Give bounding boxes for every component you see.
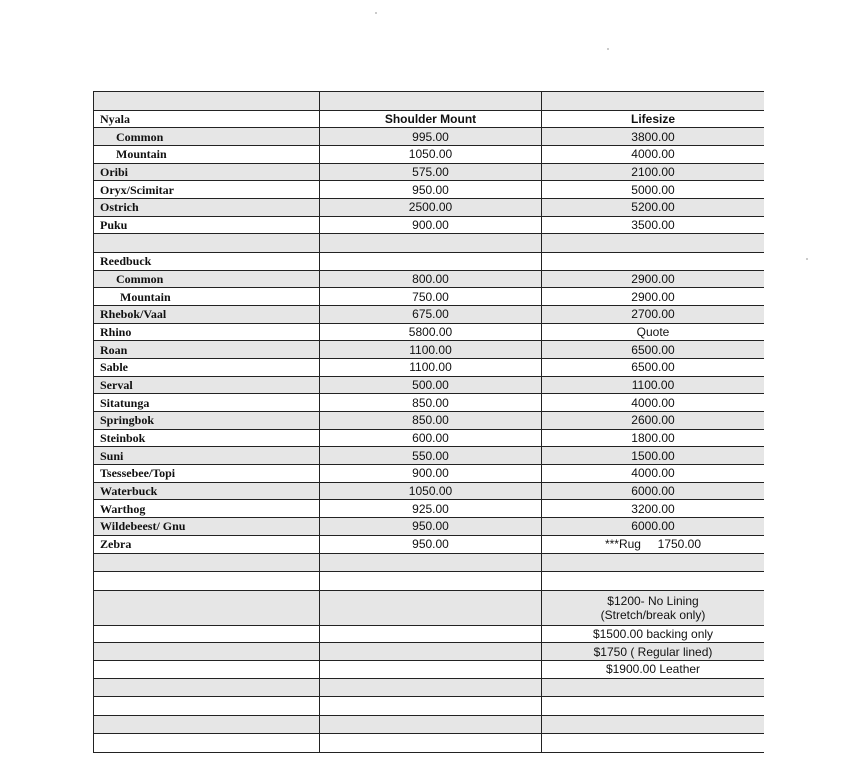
scan-speck: [375, 12, 377, 14]
animal-name: Wildebeest/ Gnu: [94, 518, 320, 536]
mount-price: 850.00: [320, 412, 542, 430]
table-row: [94, 323, 765, 341]
table-row: [94, 252, 765, 270]
animal-name: Roan: [94, 341, 320, 359]
mount-price: 950.00: [320, 518, 542, 536]
animal-name: Waterbuck: [94, 482, 320, 500]
mount-price: 1050.00: [320, 482, 542, 500]
animal-name: Sitatunga: [94, 394, 320, 412]
table-row: [94, 678, 765, 697]
table-row: [94, 500, 765, 518]
table-row: [94, 447, 765, 465]
table-row: [94, 163, 765, 181]
table-row: [94, 429, 765, 447]
table-row: [94, 553, 765, 572]
table-row: [94, 92, 765, 111]
animal-name: Rhino: [94, 323, 320, 341]
animal-name: Sable: [94, 358, 320, 376]
table-row: [94, 288, 765, 306]
animal-name: Suni: [94, 447, 320, 465]
table-row: [94, 715, 765, 734]
table-row: [94, 394, 765, 412]
lifesize-price: 6500.00: [542, 341, 765, 359]
lifesize-price: 4000.00: [542, 394, 765, 412]
mount-price: 925.00: [320, 500, 542, 518]
mount-price: 675.00: [320, 305, 542, 323]
lifesize-price: 1800.00: [542, 429, 765, 447]
mount-price: 900.00: [320, 465, 542, 483]
table-row: [94, 643, 765, 661]
lifesize-price: 2900.00: [542, 270, 765, 288]
lifesize-price: 2100.00: [542, 163, 765, 181]
lifesize-price: 3800.00: [542, 128, 765, 146]
lifesize-price: 4000.00: [542, 145, 765, 163]
mount-price: 575.00: [320, 163, 542, 181]
animal-name: Mountain: [94, 288, 320, 306]
mount-price: 850.00: [320, 394, 542, 412]
lifesize-price: 2700.00: [542, 305, 765, 323]
scan-speck: [607, 48, 609, 50]
table-row: [94, 110, 765, 128]
lifesize-price: ***Rug 1750.00: [542, 535, 765, 553]
lifesize-price: 6000.00: [542, 518, 765, 536]
table-row: [94, 625, 765, 643]
table-row: [94, 697, 765, 716]
table-row: [94, 590, 765, 625]
animal-name: Oribi: [94, 163, 320, 181]
lifesize-price: 2600.00: [542, 412, 765, 430]
animal-name: Common: [94, 128, 320, 146]
rug-note-backing: $1500.00 backing only: [542, 625, 765, 643]
column-header-lifesize: Lifesize: [542, 110, 765, 128]
lifesize-price: 5000.00: [542, 181, 765, 199]
lifesize-price: 6000.00: [542, 482, 765, 500]
mount-price: 1100.00: [320, 358, 542, 376]
price-sheet: [93, 91, 764, 777]
table-row: [94, 341, 765, 359]
animal-name: Zebra: [94, 535, 320, 553]
animal-name: Warthog: [94, 500, 320, 518]
mount-price: 550.00: [320, 447, 542, 465]
rug-note-line: $1200- No Lining: [607, 593, 699, 608]
mount-price: 950.00: [320, 535, 542, 553]
animal-name: Ostrich: [94, 198, 320, 216]
scan-speck: [806, 258, 808, 260]
table-row: [94, 660, 765, 678]
lifesize-price: 2900.00: [542, 288, 765, 306]
animal-name: Steinbok: [94, 429, 320, 447]
lifesize-price: 3500.00: [542, 216, 765, 234]
animal-name: Springbok: [94, 412, 320, 430]
table-row: [94, 734, 765, 753]
mount-price: 800.00: [320, 270, 542, 288]
animal-name: Puku: [94, 216, 320, 234]
mount-price: 2500.00: [320, 198, 542, 216]
table-row: [94, 412, 765, 430]
table-row: [94, 216, 765, 234]
table-row: [94, 128, 765, 146]
rug-note-leather: $1900.00 Leather: [542, 660, 765, 678]
mount-price: 750.00: [320, 288, 542, 306]
table-row: [94, 270, 765, 288]
lifesize-price: 3200.00: [542, 500, 765, 518]
table-row: [94, 305, 765, 323]
lifesize-price: Quote: [542, 323, 765, 341]
animal-name: Oryx/Scimitar: [94, 181, 320, 199]
table-row: [94, 518, 765, 536]
mount-price: 600.00: [320, 429, 542, 447]
table-row: [94, 572, 765, 591]
rug-note-regular: $1750 ( Regular lined): [542, 643, 765, 661]
table-row: [94, 358, 765, 376]
table-row: [94, 145, 765, 163]
rug-note-line: (Stretch/break only): [600, 607, 706, 622]
lifesize-price: 1100.00: [542, 376, 765, 394]
mount-price: 900.00: [320, 216, 542, 234]
animal-name: Nyala: [94, 110, 320, 128]
mount-price: 950.00: [320, 181, 542, 199]
table-row: [94, 482, 765, 500]
lifesize-price: 6500.00: [542, 358, 765, 376]
mount-price: 5800.00: [320, 323, 542, 341]
animal-name: Rhebok/Vaal: [94, 305, 320, 323]
table-row: [94, 465, 765, 483]
table-row: [94, 535, 765, 553]
table-row: [94, 181, 765, 199]
animal-name: Mountain: [94, 145, 320, 163]
table-row: [94, 234, 765, 253]
column-header-mount: Shoulder Mount: [320, 110, 542, 128]
mount-price: 1050.00: [320, 145, 542, 163]
lifesize-price: 4000.00: [542, 465, 765, 483]
animal-name: Serval: [94, 376, 320, 394]
price-table: [93, 91, 764, 753]
animal-name: Reedbuck: [94, 252, 320, 270]
mount-price: 1100.00: [320, 341, 542, 359]
table-row: [94, 376, 765, 394]
animal-name: Common: [94, 270, 320, 288]
rug-note-no-lining: [542, 590, 765, 625]
table-row: [94, 198, 765, 216]
animal-name: Tsessebee/Topi: [94, 465, 320, 483]
lifesize-price: 5200.00: [542, 198, 765, 216]
mount-price: 995.00: [320, 128, 542, 146]
lifesize-price: 1500.00: [542, 447, 765, 465]
mount-price: 500.00: [320, 376, 542, 394]
